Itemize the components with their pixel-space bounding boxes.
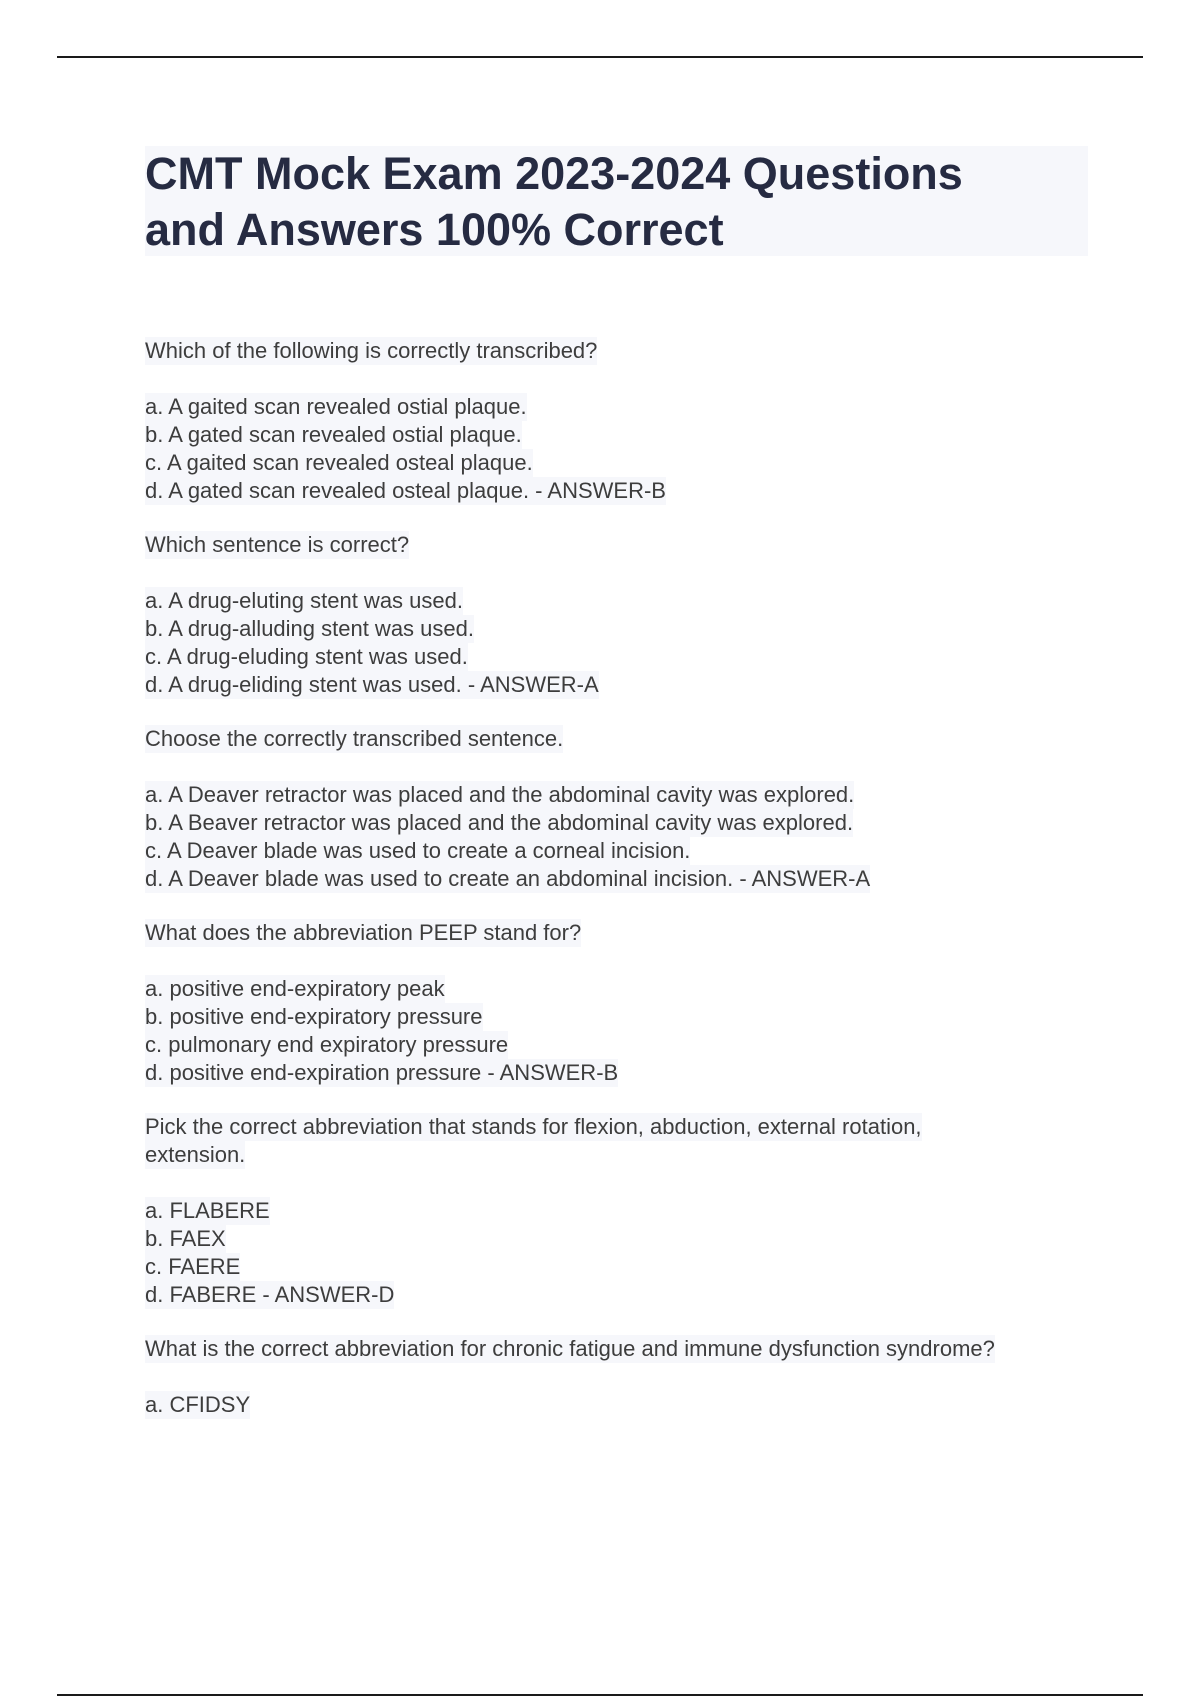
question-block-2 <box>145 531 1105 699</box>
answer-option: d. A gated scan revealed osteal plaque. - ANSWER-B <box>145 478 666 503</box>
document-title <box>145 146 1085 258</box>
question-block-3 <box>145 725 1105 893</box>
answer-option: b. A gated scan revealed ostial plaque. <box>145 422 522 447</box>
answer-option: c. A gaited scan revealed osteal plaque. <box>145 450 533 475</box>
header-rule <box>57 56 1143 58</box>
answer-option: c. pulmonary end expiratory pressure <box>145 1032 509 1057</box>
answer-option: c. A Deaver blade was used to create a corneal incision. <box>145 838 691 863</box>
question-text: Which of the following is correctly transcribed? <box>145 338 598 363</box>
question-list <box>145 337 1105 1445</box>
answer-option: b. A Beaver retractor was placed and the abdominal cavity was explored. <box>145 810 854 835</box>
question-block-1 <box>145 337 1105 505</box>
answer-option: a. A drug-eluting stent was used. <box>145 588 463 613</box>
question-text: What is the correct abbreviation for chronic fatigue and immune dysfunction syndrome? <box>145 1336 995 1361</box>
answer-option: a. A gaited scan revealed ostial plaque. <box>145 394 527 419</box>
answer-option: d. A Deaver blade was used to create an abdominal incision. - ANSWER-A <box>145 866 871 891</box>
question-block-4 <box>145 919 1105 1087</box>
question-text: Choose the correctly transcribed sentence. <box>145 726 564 751</box>
footer-rule <box>57 1694 1143 1696</box>
answer-option: b. FAEX <box>145 1226 226 1251</box>
question-text: Pick the correct abbreviation that stands for flexion, abduction, external rotation, <box>145 1114 922 1139</box>
answer-option: c. FAERE <box>145 1254 241 1279</box>
question-block-5 <box>145 1113 1105 1309</box>
answer-option: b. positive end-expiratory pressure <box>145 1004 483 1029</box>
answer-option: b. A drug-alluding stent was used. <box>145 616 474 641</box>
answer-option: a. FLABERE <box>145 1198 270 1223</box>
answer-option: d. positive end-expiration pressure - ANSWER-B <box>145 1060 619 1085</box>
answer-option: d. FABERE - ANSWER-D <box>145 1282 395 1307</box>
title-line-2: and Answers 100% Correct <box>145 204 724 255</box>
answer-option: a. positive end-expiratory peak <box>145 976 445 1001</box>
answer-option: a. CFIDSY <box>145 1392 251 1417</box>
question-text: What does the abbreviation PEEP stand for? <box>145 920 582 945</box>
title-line-1: CMT Mock Exam 2023-2024 Questions <box>145 148 963 199</box>
answer-option: a. A Deaver retractor was placed and the abdominal cavity was explored. <box>145 782 855 807</box>
answer-option: d. A drug-eliding stent was used. - ANSWER-A <box>145 672 599 697</box>
question-text: Which sentence is correct? <box>145 532 410 557</box>
answer-option: c. A drug-eluding stent was used. <box>145 644 468 669</box>
question-block-6 <box>145 1335 1105 1419</box>
question-text: extension. <box>145 1142 246 1167</box>
